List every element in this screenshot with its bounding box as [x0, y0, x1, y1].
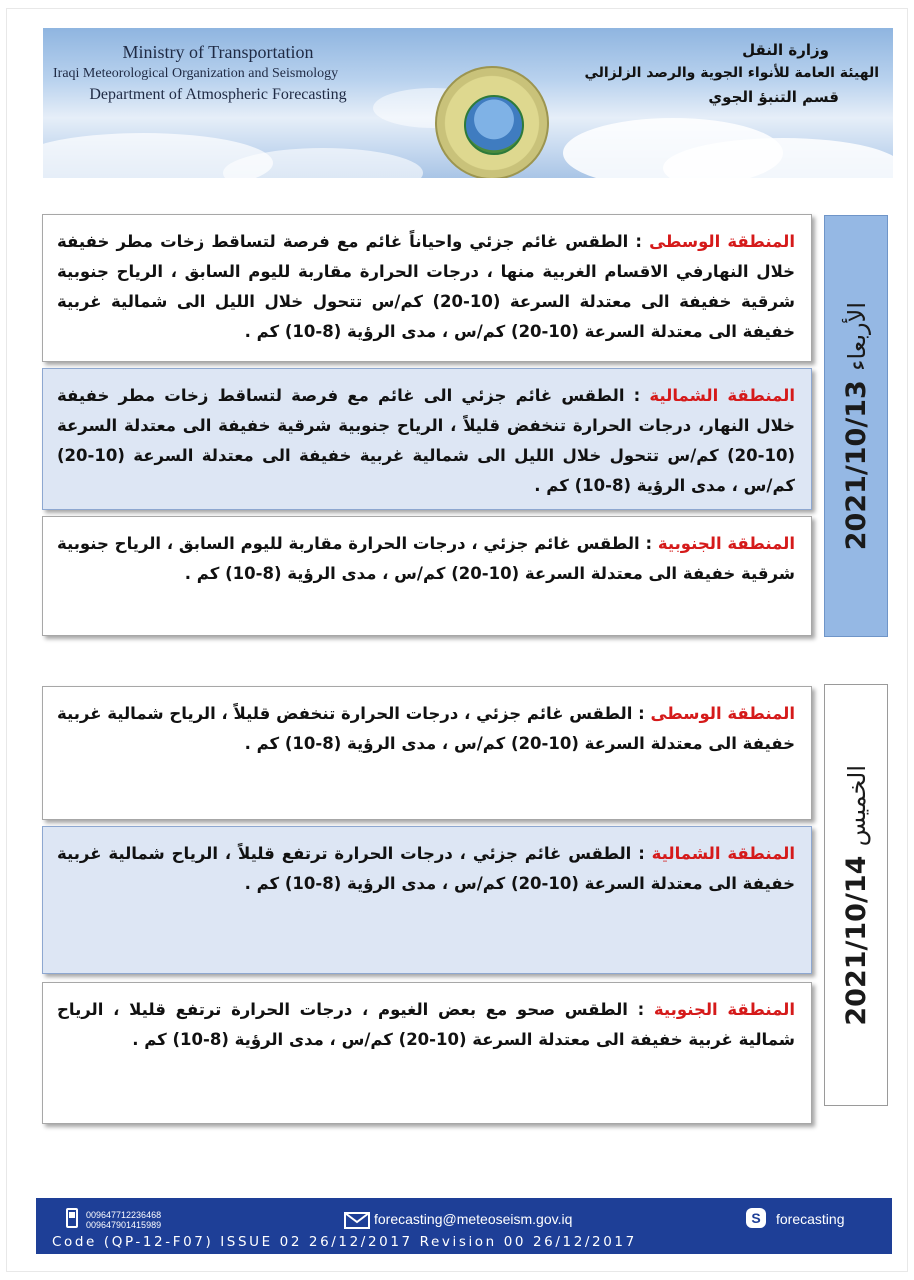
organization-name-ar: الهيئة العامة للأنواء الجوية والرصد الزلزالي: [584, 65, 879, 81]
day-label-2: [824, 684, 888, 1106]
skype-contact[interactable]: forecasting: [776, 1211, 845, 1227]
region-name: المنطقة الشمالية: [651, 844, 795, 863]
forecast-box-day2-central: المنطقة الوسطى : الطقس غائم جزئي ، درجات الحرارة تنخفض قليلاً ، الرياح شمالية غربية خفيفة الى معتدلة السرعة (10-20) كم/س ، مدى الرؤية (8-10) كم .: [42, 686, 812, 820]
region-forecast: الطقس غائم جزئي واحياناً غائم مع فرصة لتساقط زخات مطر خفيفة خلال النهارفي الاقسام الغربية منها ، درجات الحرارة مقاربة لليوم السابق ، الرياح جنوبية شرقية خفيفة الى معتدلة السرعة (10-20) كم/س تتحول خلال الليل الى شمالية غربية خفيفة الى معتدلة السرعة (10-20) كم/س ، مدى الرؤية (8-10) كم .: [57, 232, 795, 341]
header-arabic: [559, 38, 879, 110]
document-code: Code (QP-12-F07) ISSUE 02 26/12/2017 Revision 00 26/12/2017: [52, 1234, 637, 1250]
forecast-box-day1-north: المنطقة الشمالية : الطقس غائم جزئي الى غائم مع فرصة لتساقط زخات مطر خفيفة خلال النهار، درجات الحرارة تنخفض قليلاً ، الرياح جنوبية شرقية خفيفة الى معتدلة السرعة (10-20) كم/س تتحول خلال الليل الى شمالية غربية خفيفة الى معتدلة السرعة (10-20) كم/س ، مدى الرؤية (8-10) كم .: [42, 368, 812, 510]
mobile-phone-icon: [66, 1208, 78, 1228]
phone-numbers: [86, 1210, 161, 1230]
region-name: المنطقة الوسطى: [649, 232, 795, 251]
header-banner: [43, 28, 893, 178]
region-forecast: الطقس غائم جزئي ، درجات الحرارة تنخفض قليلاً ، الرياح شمالية غربية خفيفة الى معتدلة السرعة (10-20) كم/س ، مدى الرؤية (8-10) كم .: [57, 704, 795, 753]
day-name-1: الأربعاء: [842, 301, 871, 371]
envelope-icon: [344, 1212, 370, 1229]
region-forecast: الطقس صحو مع بعض الغيوم ، درجات الحرارة ترتفع قليلا ، الرياح شمالية غربية خفيفة الى معتدلة السرعة (10-20) كم/س ، مدى الرؤية (8-10) كم .: [57, 1000, 795, 1049]
region-name: المنطقة الشمالية: [649, 386, 796, 405]
ministry-name-ar: وزارة النقل: [742, 41, 829, 59]
forecast-box-day1-central: المنطقة الوسطى : الطقس غائم جزئي واحياناً غائم مع فرصة لتساقط زخات مطر خفيفة خلال النهارفي الاقسام الغربية منها ، درجات الحرارة مقاربة لليوم السابق ، الرياح جنوبية شرقية خفيفة الى معتدلة السرعة (10-20) كم/س تتحول خلال الليل الى شمالية غربية خفيفة الى معتدلة السرعة (10-20) كم/س ، مدى الرؤية (8-10) كم .: [42, 214, 812, 362]
region-name: المنطقة الوسطى: [650, 704, 795, 723]
region-forecast: الطقس غائم جزئي ، درجات الحرارة مقاربة لليوم السابق ، الرياح جنوبية شرقية خفيفة الى معتدلة السرعة (10-20) كم/س ، مدى الرؤية (8-10) كم .: [57, 534, 795, 583]
forecast-box-day1-south: المنطقة الجنوبية : الطقس غائم جزئي ، درجات الحرارة مقاربة لليوم السابق ، الرياح جنوبية شرقية خفيفة الى معتدلة السرعة (10-20) كم/س ، مدى الرؤية (8-10) كم .: [42, 516, 812, 636]
skype-icon: S: [746, 1208, 766, 1228]
forecast-box-day2-south: المنطقة الجنوبية : الطقس صحو مع بعض الغيوم ، درجات الحرارة ترتفع قليلا ، الرياح شمالية غربية خفيفة الى معتدلة السرعة (10-20) كم/س ، مدى الرؤية (8-10) كم .: [42, 982, 812, 1124]
forecast-box-day2-north: المنطقة الشمالية : الطقس غائم جزئي ، درجات الحرارة ترتفع قليلاً ، الرياح شمالية غربية خفيفة الى معتدلة السرعة (10-20) كم/س ، مدى الرؤية (8-10) كم .: [42, 826, 812, 974]
day-date-2: 2021/10/14: [840, 855, 872, 1026]
day-name-2: الخميس: [842, 764, 871, 846]
phone-number-1[interactable]: 009647712236468: [86, 1210, 162, 1220]
department-name-en: Department of Atmospheric Forecasting: [89, 86, 347, 103]
region-name: المنطقة الجنوبية: [653, 1000, 795, 1019]
department-name-ar: قسم التنبؤ الجوي: [708, 88, 839, 106]
header-english: [53, 40, 383, 106]
footer-bar: [36, 1198, 892, 1254]
email-link[interactable]: forecasting@meteoseism.gov.iq: [374, 1211, 573, 1227]
region-forecast: الطقس غائم جزئي الى غائم مع فرصة لتساقط زخات مطر خفيفة خلال النهار، درجات الحرارة تنخفض قليلاً ، الرياح جنوبية شرقية خفيفة الى معتدلة السرعة (10-20) كم/س تتحول خلال الليل الى شمالية غربية خفيفة الى معتدلة السرعة (10-20) كم/س ، مدى الرؤية (8-10) كم .: [57, 386, 795, 495]
region-forecast: الطقس غائم جزئي ، درجات الحرارة ترتفع قليلاً ، الرياح شمالية غربية خفيفة الى معتدلة السرعة (10-20) كم/س ، مدى الرؤية (8-10) كم .: [57, 844, 795, 893]
ministry-name-en: Ministry of Transportation: [122, 42, 314, 62]
day-label-1: [824, 215, 888, 637]
phone-number-2[interactable]: 009647901415989: [86, 1220, 162, 1230]
day-date-1: 2021/10/13: [840, 380, 872, 551]
region-name: المنطقة الجنوبية: [657, 534, 795, 553]
organization-name-en: Iraqi Meteorological Organization and Seismology: [53, 66, 339, 81]
organization-seal-icon: [435, 66, 549, 178]
